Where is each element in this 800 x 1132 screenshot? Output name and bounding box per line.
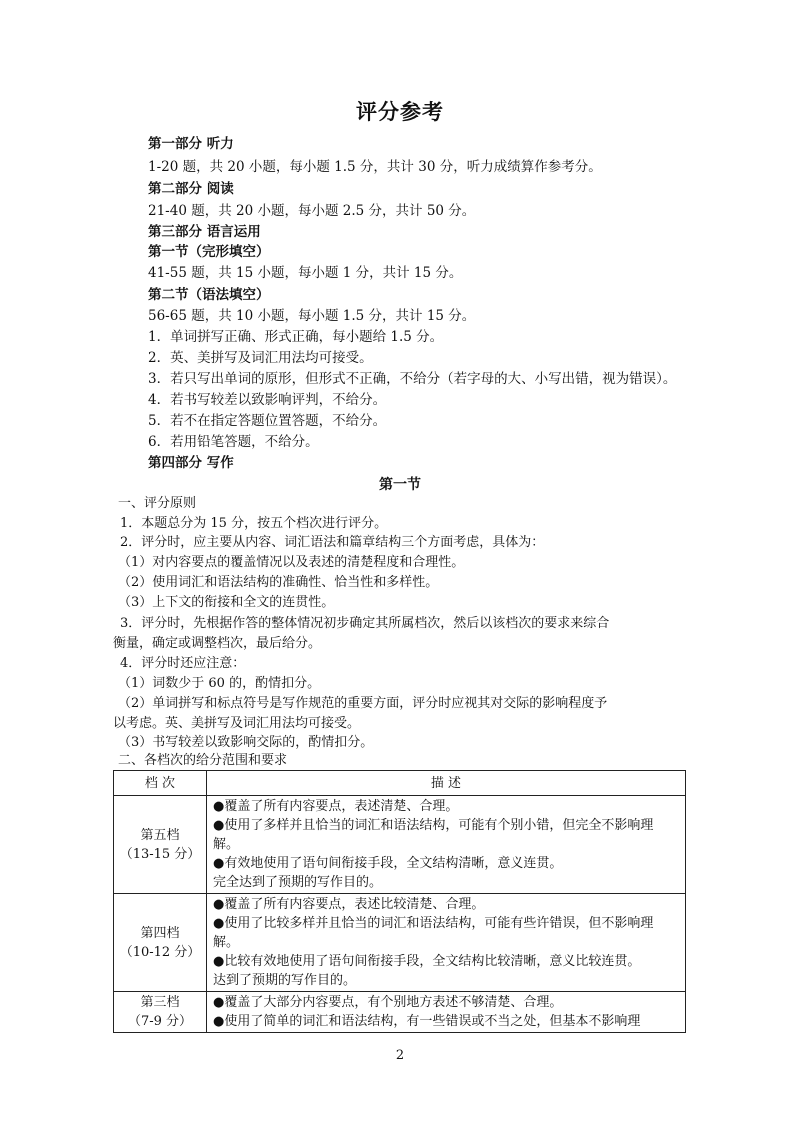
principle-2-item: （1）对内容要点的覆盖情况以及表述的清楚程度和合理性。 — [118, 555, 465, 570]
level-description — [207, 796, 686, 894]
part3-heading: 第三部分 语言运用 — [148, 224, 261, 240]
table-header-row — [114, 771, 686, 796]
level-name: 第四档 — [140, 925, 180, 941]
level-name: 第五档 — [140, 827, 180, 843]
levels-heading: 二、各档次的给分范围和要求 — [118, 753, 288, 768]
level-range: （10-12 分） — [119, 944, 201, 960]
principle-2-item: （2）使用词汇和语法结构的准确性、恰当性和多样性。 — [118, 575, 439, 590]
principle-4-item2-line1: （2）单词拼写和标点符号是写作规范的重要方面，评分时应视其对交际的影响程度予 — [118, 696, 608, 711]
grammar-rule: 6．若用铅笔答题，不给分。 — [148, 434, 319, 450]
description-line: ●覆盖了大部分内容要点，有个别地方表述不够清楚、合理。 — [213, 995, 563, 1010]
principle-4: 4．评分时还应注意： — [120, 656, 246, 671]
part3-sec2-text: 56-65 题，共 10 小题，每小题 1.5 分，共计 15 分。 — [148, 308, 476, 324]
level-name: 第三档 — [140, 995, 180, 1010]
level-description — [207, 992, 686, 1033]
principle-4-item2-line2: 以考虑。英、美拼写及词汇用法均可接受。 — [113, 716, 361, 731]
part2-text: 21-40 题，共 20 小题，每小题 2.5 分，共计 50 分。 — [148, 203, 476, 219]
level-cell — [114, 796, 207, 894]
description-line: 达到了预期的写作目的。 — [213, 973, 357, 988]
level-range: （7-9 分） — [127, 1014, 193, 1029]
principles-heading: 一、评分原则 — [118, 496, 197, 511]
level-cell — [114, 894, 207, 992]
description-line: ●使用了简单的词汇和语法结构，有一些错误或不当之处，但基本不影响理 — [213, 1014, 641, 1029]
grammar-rule: 5．若不在指定答题位置答题，不给分。 — [148, 413, 387, 429]
grammar-rule: 2．英、美拼写及词汇用法均可接受。 — [148, 350, 373, 366]
table-row — [114, 992, 686, 1033]
principle-4-item1: （1）词数少于 60 的，酌情扣分。 — [118, 676, 321, 691]
table-row — [114, 894, 686, 992]
part1-heading: 第一部分 听力 — [148, 136, 234, 152]
principle-1: 1．本题总分为 15 分，按五个档次进行评分。 — [120, 516, 388, 531]
principle-3-line2: 衡量，确定或调整档次，最后给分。 — [113, 636, 322, 651]
part3-sec1-text: 41-55 题，共 15 小题，每小题 1 分，共计 15 分。 — [148, 265, 463, 281]
description-line: ●覆盖了所有内容要点，表述比较清楚、合理。 — [213, 897, 485, 912]
principle-4-item3: （3）书写较差以致影响交际的，酌情扣分。 — [118, 735, 374, 750]
table-row — [114, 796, 686, 894]
writing-section-title: 第一节 — [379, 477, 421, 493]
page-title: 评分参考 — [356, 100, 444, 124]
page-number: 2 — [395, 1048, 405, 1063]
header-description: 描 述 — [207, 771, 686, 796]
description-line: 完全达到了预期的写作目的。 — [213, 875, 383, 890]
principle-2-item: （3）上下文的衔接和全文的连贯性。 — [118, 595, 335, 610]
header-level: 档 次 — [114, 771, 207, 796]
level-description — [207, 894, 686, 992]
scoring-levels-table — [113, 770, 686, 1033]
principle-3-line1: 3．评分时，先根据作答的整体情况初步确定其所属档次，然后以该档次的要求来综合 — [120, 616, 610, 631]
description-line: ●覆盖了所有内容要点，表述清楚、合理。 — [213, 799, 459, 814]
part3-sec1-heading: 第一节（完形填空） — [148, 244, 270, 260]
level-range: （13-15 分） — [119, 846, 201, 862]
part3-sec2-heading: 第二节（语法填空） — [148, 287, 270, 303]
part2-heading: 第二部分 阅读 — [148, 181, 234, 197]
description-line: ●有效地使用了语句间衔接手段，全文结构清晰，意义连贯。 — [213, 856, 563, 871]
principle-2: 2．评分时，应主要从内容、词汇语法和篇章结构三个方面考虑，具体为： — [120, 535, 545, 550]
grammar-rule: 4．若书写较差以致影响评判，不给分。 — [148, 392, 387, 408]
part1-text: 1-20 题，共 20 小题，每小题 1.5 分，共计 30 分，听力成绩算作参考分。 — [148, 159, 602, 175]
grammar-rule: 1．单词拼写正确、形式正确，每小题给 1.5 分。 — [148, 329, 444, 345]
part4-heading: 第四部分 写作 — [148, 455, 234, 471]
grammar-rule: 3．若只写出单词的原形，但形式不正确，不给分（若字母的大、小写出错，视为错误）。 — [148, 371, 677, 387]
description-line: ●使用了多样并且恰当的词汇和语法结构，可能有个别小错，但完全不影响理解。 — [213, 818, 654, 852]
description-line: ●比较有效地使用了语句间衔接手段，全文结构比较清晰，意义比较连贯。 — [213, 954, 641, 969]
level-cell — [114, 992, 207, 1033]
description-line: ●使用了比较多样并且恰当的词汇和语法结构，可能有些许错误，但不影响理解。 — [213, 916, 654, 950]
